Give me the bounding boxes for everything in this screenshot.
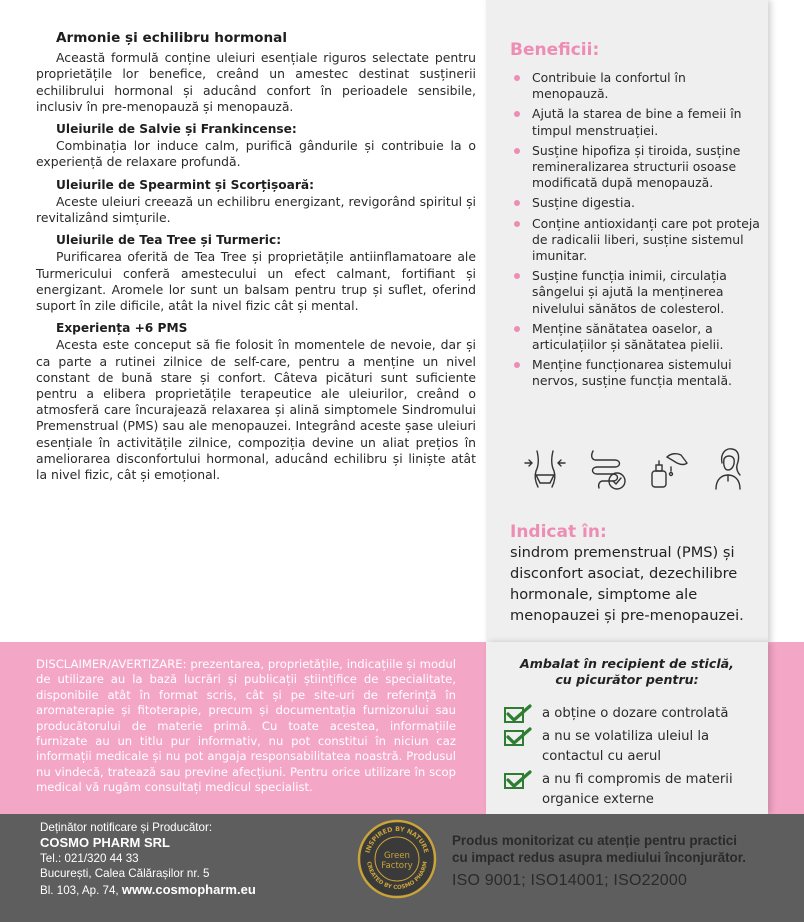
packaging-item: a nu se volatiliza uleiul la contactul cu aerul [504,727,764,767]
dropper-bottle-icon [645,445,691,491]
bullet-icon [514,200,520,206]
woman-icon [706,445,752,491]
disclaimer-text: DISCLAIMER/AVERTIZARE: prezentarea, proprietățile, indicațiile și modul de utilizare au la bază lucrări și publicații științifice de specialitate, disponibile atât în format scris, cât și pe site-uri de referință în aromaterapie și fitoterapie, precum și documentația furnizorului sau producătorului de materie primă. Cu toate acestea, informațiile furnizate au un titlu pur informativ, nu pot constitui în niciun caz informații medicale și nu pot angaja responsabilitatea noastră. Produsul nu vindecă, tratează sau previne afecțiuni. Pentru orice utilizare în scop medical vă rugăm consultați medicul specialist. [36,657,456,795]
benefit-item: Ajută la starea de bine a femeii în timpul menstruației. [510,106,762,138]
benefit-item: Contribuie la confortul în menopauză. [510,70,762,102]
article-intro: Această formulă conține uleiuri esențiale riguros selectate pentru proprietățile lor benefice, creând un amestec destinat susținerii echilibrului hormonal și aducând confort în perioadele sensibile, inclusiv în pre-menopauză și menopauză. [36,50,476,114]
address-line: Bl. 103, Ap. 74, www.cosmopharm.eu [40,881,256,897]
benefit-item: Susține funcția inimii, circulația sângelui și ajută la menținerea nivelului sănătos de colesterol. [510,268,762,317]
section-heading: Uleiurile de Salvie și Frankincense: [56,122,297,137]
bullet-icon [514,75,520,81]
benefits-title: Beneficii: [510,40,600,60]
bullet-icon [514,111,520,117]
benefits-panel [486,0,768,642]
badge-bottom-text: CREATED BY COSMO PHARM [365,861,429,892]
phone: Tel.: 021/320 44 33 [40,851,139,865]
article-title: Armonie și echilibru hormonal [56,30,288,46]
packaging-box [486,642,768,814]
green-factory-badge-icon [356,818,438,900]
section-heading: Uleiurile de Tea Tree și Turmeric: [56,233,282,248]
checkbox-check-icon [504,727,532,747]
bullet-icon [514,273,520,279]
packaging-item: a nu fi compromis de materii organice externe [504,770,764,810]
packaging-list [504,704,764,813]
packaging-item: a obține o dozare controlată [504,704,764,724]
digestion-icon [583,445,629,491]
checkbox-check-icon [504,704,532,724]
section-text: Aceste uleiuri creează un echilibru energizant, revigorând spiritul și revitalizând simțurile. [36,193,476,226]
company-name: COSMO PHARM SRL [40,835,170,851]
section-text: Combinația lor induce calm, purifică gândurile și contribuie la o experiență de relaxare profundă. [36,138,476,170]
article [36,30,476,483]
indicated-title: Indicat în: [510,522,607,542]
checkbox-check-icon [504,770,532,790]
section-text: Acesta este conceput să fie folosit în momentele de nevoie, dar și ca parte a rutinei zilnice de self-care, pentru a menține un nivel constant de bună stare și confort. Câteva picături sunt suficiente pentru a elibera proprietățile terapeutice ale uleiurilor, creând o atmosferă care încurajează relaxarea și alină simptomele Sindromului Premenstrual (PMS) sau ale menopauzei. Integrând aceste șase uleiuri esențiale în activitățile zilnice, compoziția devine un aliat prețios în ameliorarea disconfortului hormonal, aducând echilibru și liniște atât la nivel fizic, cât și emoțional. [36,337,476,483]
website-link[interactable]: www.cosmopharm.eu [121,881,256,897]
manufacturer-info [40,820,300,898]
bullet-icon [514,148,520,154]
benefits-list [510,70,762,394]
eco-statement: Produs monitorizat cu atenție pentru practici cu impact redus asupra mediului înconjurător. [452,833,746,865]
benefit-item: Conține antioxidanți care pot proteja de radicalii liberi, susține sistemul imunitar. [510,216,762,265]
benefit-item: Menține funcționarea sistemului nervos, susține funcția mentală. [510,357,762,389]
bullet-icon [514,221,520,227]
section-heading: Uleiurile de Spearmint și Scorțișoară: [56,177,314,192]
benefit-item: Menține sănătatea oaselor, a articulațiilor și sănătatea pielii. [510,321,762,353]
badge-top-text: INSPIRED BY NATURE [363,824,431,854]
bullet-icon [514,362,520,368]
address-line: București, Calea Călărașilor nr. 5 [40,867,210,881]
benefit-icons [522,444,752,492]
iso-certifications: ISO 9001; ISO14001; ISO22000 [452,872,688,889]
benefit-item: Susține digestia. [510,195,762,211]
badge-center-text: Factory [381,861,413,871]
section-heading: Experiența +6 PMS [56,321,188,336]
section-text: Purificarea oferită de Tea Tree și proprietățile antiinflamatoare ale Turmericului conferă amestecului un efect calmant, fortifiant și energizant. Aromele lor sunt un balsam pentru trup și suflet, oferind suport în zile dificile, atât la nivel fizic cât și mental. [36,249,476,314]
packaging-title: Ambalat în recipient de sticlă, cu picurător pentru: [520,656,734,687]
waist-icon [522,445,568,491]
bullet-icon [514,326,520,332]
indicated-text: sindrom premenstrual (PMS) și disconfort asociat, dezechilibre hormonale, simptome ale menopauzei și pre-menopauzei. [510,544,744,624]
holder-label: Deținător notificare și Producător: [40,821,213,834]
badge-center-text: Green [383,851,411,861]
benefit-item: Susține hipofiza și tiroida, susține remineralizarea structurii osoase modificată după menopauză. [510,143,762,192]
